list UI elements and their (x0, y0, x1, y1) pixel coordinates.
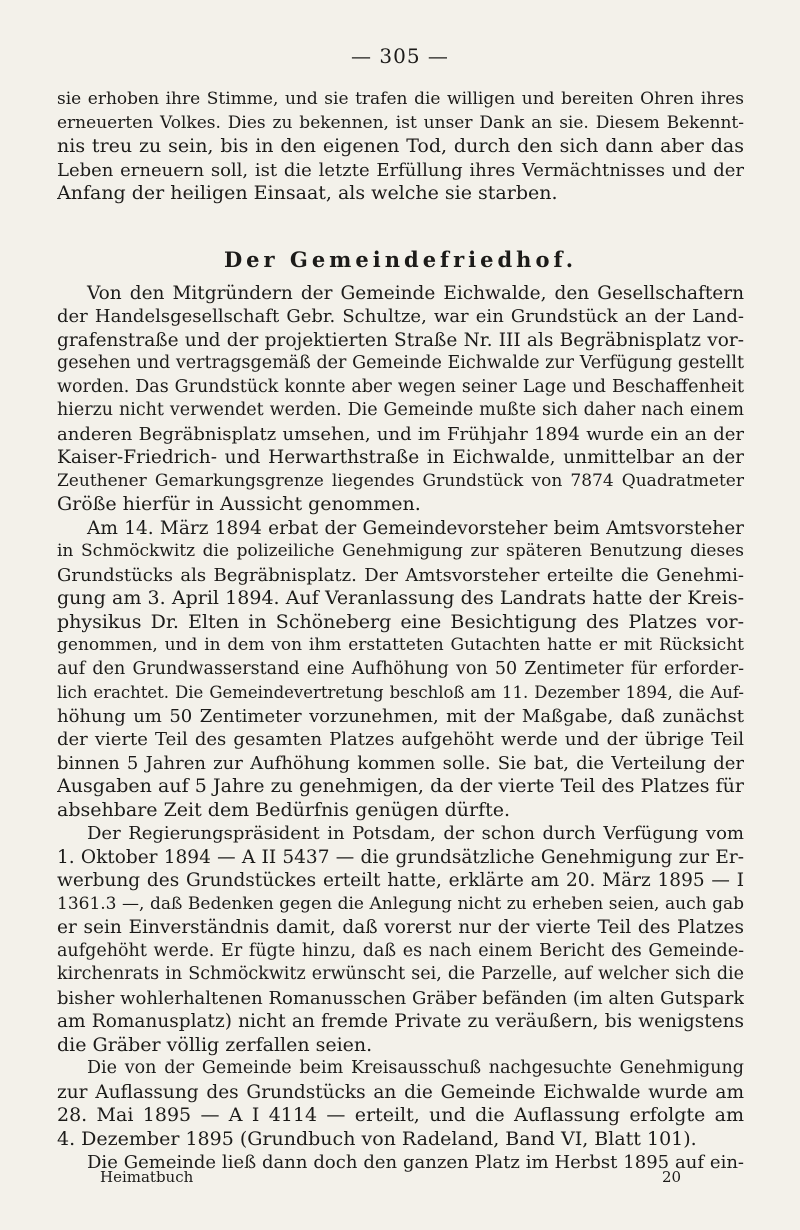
text-line: 1. Oktober 1894 — A II 5437 — die grundsätzliche Genehmigung zur Er- (57, 846, 744, 868)
text-line: werbung des Grundstückes erteilt hatte, erklärte am 20. März 1895 — I (57, 870, 744, 891)
text-line: physikus Dr. Elten in Schöneberg eine Besichtigung des Platzes vor- (57, 610, 744, 633)
text-line: Am 14. März 1894 erbat der Gemeindevorsteher beim Amtsvorsteher (87, 517, 744, 539)
text-line: 1361.3 —, daß Bedenken gegen die Anlegung nicht zu erheben seien, auch gab (57, 893, 744, 914)
text-line: höhung um 50 Zentimeter vorzunehmen, mit der Maßgabe, daß zunächst (57, 705, 744, 727)
text-line: in Schmöckwitz die polizeiliche Genehmigung zur späteren Benutzung dieses (57, 541, 744, 561)
text-line: genommen, und in dem von ihm erstatteten Gutachten hatte er mit Rücksicht (57, 635, 744, 655)
text-line: 4. Dezember 1895 (Grundbuch von Radeland, Band VI, Blatt 101). (57, 1127, 697, 1150)
text-line: am Romanusplatz) nicht an fremde Private zu veräußern, bis wenigstens (57, 1011, 744, 1032)
footer-book-title: Heimatbuch (100, 1168, 194, 1186)
text-line: Anfang der heiligen Einsaat, als welche sie starben. (57, 182, 558, 204)
text-line: der vierte Teil des gesamten Platzes aufgehöht werde und der übrige Teil (57, 729, 744, 750)
text-line: erneuerten Volkes. Dies zu bekennen, ist unser Dank an sie. Diesem Bekennt- (57, 112, 744, 133)
text-line: Leben erneuern soll, ist die letzte Erfüllung ihres Vermächtnisses und der (57, 159, 744, 181)
paragraph-intro-continued (57, 88, 744, 206)
text-line: er sein Einverständnis damit, daß vorerst nur der vierte Teil des Platzes (57, 917, 744, 938)
text-line: nis treu zu sein, bis in den eigenen Tod, durch den sich dann aber das (57, 135, 744, 157)
text-line: absehbare Zeit dem Bedürfnis genügen dürfte. (57, 798, 511, 821)
text-line: kirchenrats in Schmöckwitz erwünscht sei, die Parzelle, auf welcher sich die (57, 964, 744, 984)
footer-signature-mark: 20 (662, 1168, 682, 1186)
text-line: hierzu nicht verwendet werden. Die Gemeinde mußte sich daher nach einem (57, 400, 744, 420)
text-line: sie erhoben ihre Stimme, und sie trafen die willigen und bereiten Ohren ihres (57, 89, 744, 109)
paragraph (57, 282, 744, 517)
text-line: gung am 3. April 1894. Auf Veranlassung des Landrats hatte der Kreis- (57, 587, 744, 609)
text-line: Der Regierungspräsident in Potsdam, der schon durch Verfügung vom (87, 823, 744, 844)
page-number: — 305 — (351, 44, 449, 68)
paragraph (57, 517, 744, 823)
paragraph (57, 1057, 744, 1151)
text-line: der Handelsgesellschaft Gebr. Schultze, war ein Grundstück an der Land- (57, 306, 744, 327)
text-line: Grundstücks als Begräbnisplatz. Der Amtsvorsteher erteilte die Genehmi- (57, 564, 744, 586)
text-line: Ausgaben auf 5 Jahre zu genehmigen, da der vierte Teil des Platzes für (57, 775, 744, 797)
text-line: Größe hierfür in Aussicht genommen. (57, 493, 421, 515)
text-line: die Gräber völlig zerfallen seien. (57, 1033, 373, 1056)
text-line: Kaiser-Friedrich- und Herwarthstraße in Eichwalde, unmittelbar an der (57, 447, 744, 468)
text-line: zur Auflassung des Grundstücks an die Gemeinde Eichwalde wurde am (57, 1081, 744, 1103)
text-line: Die von der Gemeinde beim Kreisausschuß nachgesuchte Genehmigung (87, 1058, 744, 1078)
text-line: Von den Mitgründern der Gemeinde Eichwalde, den Gesellschaftern (87, 282, 744, 304)
text-line: gesehen und vertragsgemäß der Gemeinde Eichwalde zur Verfügung gestellt (57, 353, 744, 373)
text-line: aufgehöht werde. Er fügte hinzu, daß es nach einem Bericht des Gemeinde- (57, 940, 744, 961)
text-line: Die Gemeinde ließ dann doch den ganzen Platz im Herbst 1895 auf ein- (87, 1152, 744, 1173)
text-line: lich erachtet. Die Gemeindevertretung beschloß am 11. Dezember 1894, die Auf- (57, 683, 744, 702)
paragraph (57, 822, 744, 1057)
text-line: anderen Begräbnisplatz umsehen, und im Frühjahr 1894 wurde ein an der (57, 423, 744, 445)
section-heading: Der Gemeindefriedhof. (223, 246, 578, 272)
text-line: grafenstraße und der projektierten Straße Nr. III als Begräbnisplatz vor- (57, 329, 744, 351)
text-line: 28. Mai 1895 — A I 4114 — erteilt, und die Auflassung erfolgte am (57, 1104, 744, 1126)
text-line: binnen 5 Jahren zur Aufhöhung kommen solle. Sie bat, die Verteilung der (57, 752, 744, 774)
text-line: Zeuthener Gemarkungsgrenze liegendes Grundstück von 7874 Quadratmeter (57, 470, 744, 491)
text-line: auf den Grundwasserstand eine Aufhöhung von 50 Zentimeter für erforder- (57, 658, 744, 679)
text-line: bisher wohlerhaltenen Romanusschen Gräber befänden (im alten Gutspark (57, 987, 744, 1009)
text-line: worden. Das Grundstück konnte aber wegen seiner Lage und Beschaffenheit (57, 376, 744, 397)
page-body (57, 88, 744, 1175)
